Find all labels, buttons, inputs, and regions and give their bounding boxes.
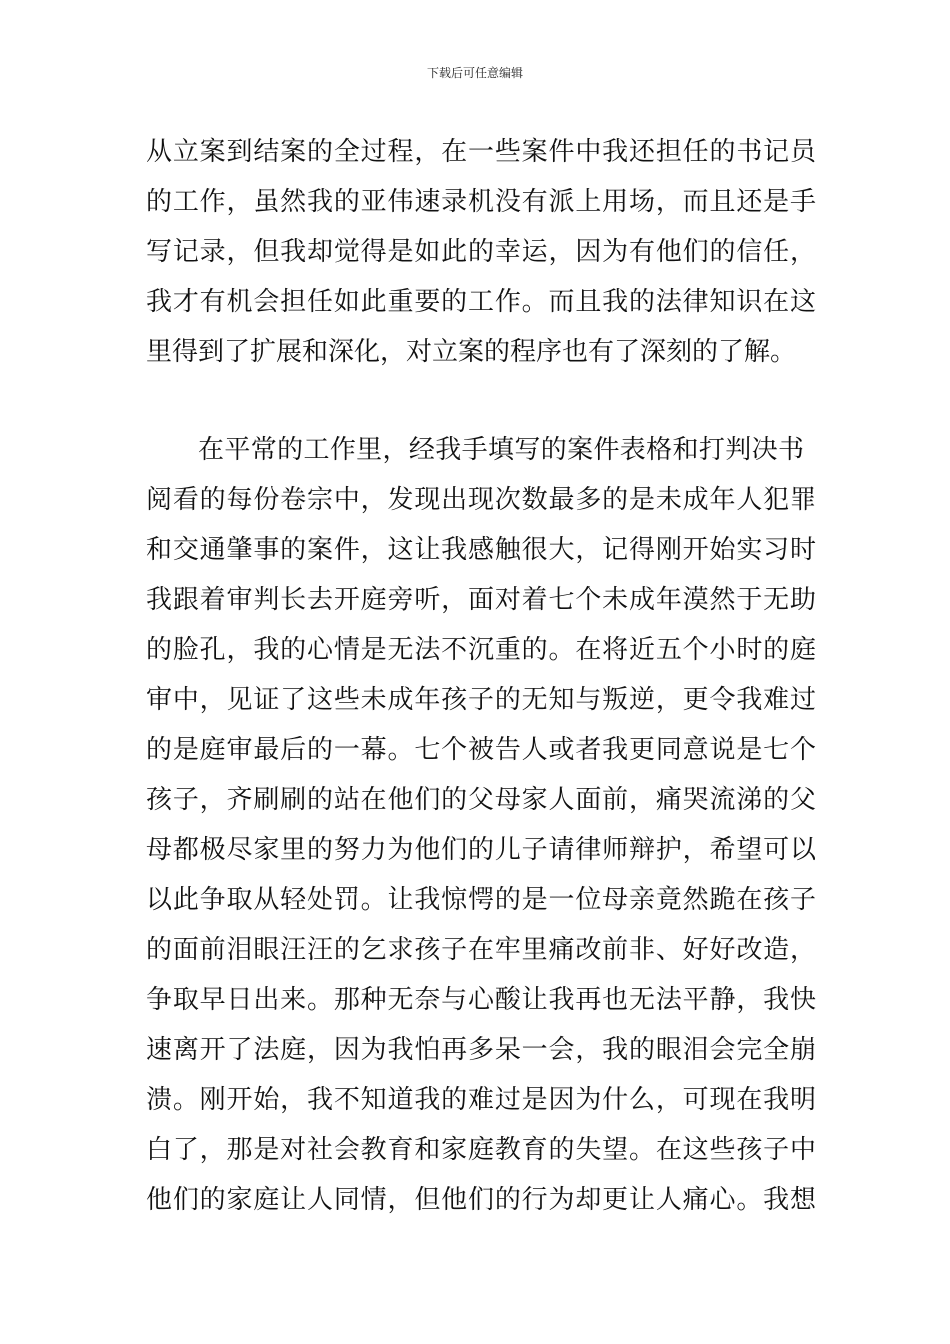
text-line: 他们的家庭让人同情，但他们的行为却更让人痛心。我想 xyxy=(146,1185,816,1215)
text-line: 里得到了扩展和深化，对立案的程序也有了深刻的了解。 xyxy=(146,337,797,367)
text-line: 审中，见证了这些未成年孩子的无知与叛逆，更令我难过 xyxy=(146,685,816,715)
text-line: 速离开了法庭，因为我怕再多呆一会，我的眼泪会完全崩 xyxy=(146,1035,816,1065)
text-line: 我跟着审判长去开庭旁听，面对着七个未成年漠然于无助 xyxy=(146,585,816,615)
text-line: 在平常的工作里，经我手填写的案件表格和打判决书 xyxy=(198,435,804,465)
text-line: 母都极尽家里的努力为他们的儿子请律师辩护，希望可以 xyxy=(146,835,816,865)
text-line: 的工作，虽然我的亚伟速录机没有派上用场，而且还是手 xyxy=(146,187,816,217)
text-line: 的是庭审最后的一幕。七个被告人或者我更同意说是七个 xyxy=(146,735,816,765)
text-line: 我才有机会担任如此重要的工作。而且我的法律知识在这 xyxy=(146,287,816,317)
text-line: 溃。刚开始，我不知道我的难过是因为什么，可现在我明 xyxy=(146,1085,816,1115)
text-line: 孩子，齐刷刷的站在他们的父母家人面前，痛哭流涕的父 xyxy=(146,785,816,815)
text-line: 争取早日出来。那种无奈与心酸让我再也无法平静，我快 xyxy=(146,985,816,1015)
text-line: 和交通肇事的案件，这让我感触很大，记得刚开始实习时 xyxy=(146,535,816,565)
text-line: 的面前泪眼汪汪的乞求孩子在牢里痛改前非、好好改造， xyxy=(146,935,816,965)
text-line: 写记录，但我却觉得是如此的幸运，因为有他们的信任， xyxy=(146,237,816,267)
text-line: 白了，那是对社会教育和家庭教育的失望。在这些孩子中 xyxy=(146,1135,816,1165)
text-line: 阅看的每份卷宗中，发现出现次数最多的是未成年人犯罪 xyxy=(146,485,816,515)
text-line: 从立案到结案的全过程，在一些案件中我还担任的书记员 xyxy=(146,137,816,167)
text-line: 以此争取从轻处罚。让我惊愕的是一位母亲竟然跪在孩子 xyxy=(146,885,816,915)
page-header: 下载后可任意编辑 xyxy=(426,66,523,80)
text-line: 的脸孔，我的心情是无法不沉重的。在将近五个小时的庭 xyxy=(146,635,816,665)
